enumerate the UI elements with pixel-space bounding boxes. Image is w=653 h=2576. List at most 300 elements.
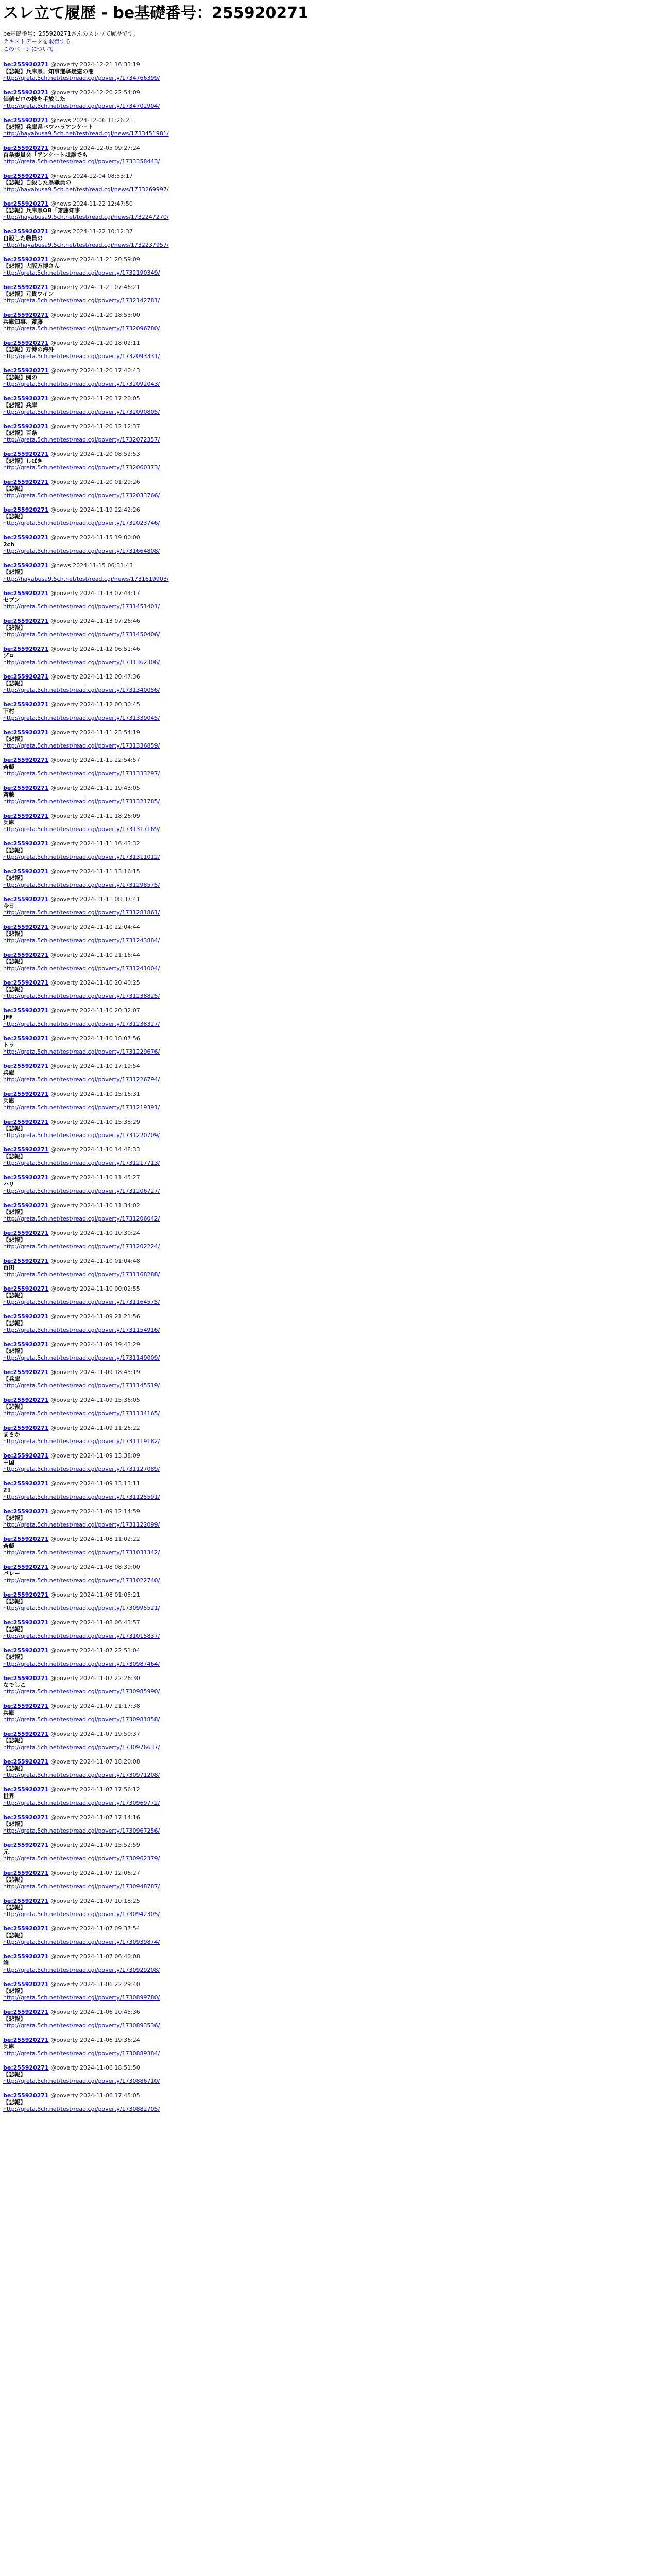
user-link[interactable]: be:255920271	[3, 840, 49, 847]
thread-link[interactable]: http://greta.5ch.net/test/read.cgi/poverty/1734702904/	[3, 103, 160, 109]
list-item	[3, 89, 650, 109]
entry-meta	[3, 1703, 650, 1709]
user-link[interactable]: be:255920271	[3, 562, 49, 569]
thread-link-row	[3, 2078, 650, 2084]
thread-link[interactable]: http://greta.5ch.net/test/read.cgi/poverty/1731145519/	[3, 1382, 160, 1389]
thread-link-row	[3, 297, 650, 304]
user-link[interactable]: be:255920271	[3, 1731, 49, 1737]
user-link[interactable]: be:255920271	[3, 618, 49, 624]
entry-board-date: @poverty 2024-11-09 11:26:22	[48, 1425, 140, 1431]
thread-title: 【悲報】元貴ワイン	[3, 291, 54, 297]
entry-board-date: @poverty 2024-11-10 14:48:33	[48, 1146, 140, 1153]
entry-meta	[3, 1786, 650, 1793]
entry-board-date: @poverty 2024-11-06 18:51:50	[48, 2064, 140, 2071]
entry-meta	[3, 312, 650, 318]
thread-link[interactable]: http://greta.5ch.net/test/read.cgi/poverty/1731241004/	[3, 965, 160, 972]
user-link[interactable]: be:255920271	[3, 1814, 49, 1821]
user-link[interactable]: be:255920271	[3, 89, 49, 96]
thread-title: 【悲報】	[3, 569, 26, 575]
entry-board-date: @poverty 2024-11-10 15:38:29	[48, 1118, 140, 1125]
thread-link-row	[3, 2050, 650, 2057]
list-item	[3, 228, 650, 248]
entry-meta	[3, 1731, 650, 1737]
thread-title: 【悲報】	[3, 1292, 26, 1299]
entry-board-date: @poverty 2024-12-20 22:54:09	[48, 89, 140, 96]
entry-meta	[3, 1369, 650, 1376]
thread-link[interactable]: http://greta.5ch.net/test/read.cgi/poverty/1730893536/	[3, 2022, 160, 2029]
thread-title: 今日	[3, 903, 14, 909]
thread-link[interactable]: http://greta.5ch.net/test/read.cgi/poverty/1731339045/	[3, 715, 160, 721]
thread-link[interactable]: http://greta.5ch.net/test/read.cgi/poverty/1732072357/	[3, 436, 160, 443]
thread-link-row	[3, 1577, 650, 1584]
thread-link[interactable]: http://greta.5ch.net/test/read.cgi/poverty/1732092043/	[3, 381, 160, 387]
user-link[interactable]: be:255920271	[3, 1981, 49, 1988]
list-item	[3, 896, 650, 916]
thread-title: JFF	[3, 1014, 13, 1021]
thread-link[interactable]: http://hayabusa9.5ch.net/test/read.cgi/news/1732237957/	[3, 242, 169, 248]
user-link[interactable]: be:255920271	[3, 590, 49, 597]
entry-meta	[3, 1313, 650, 1320]
thread-link[interactable]: http://greta.5ch.net/test/read.cgi/poverty/1730948787/	[3, 1883, 160, 1890]
thread-link[interactable]: http://greta.5ch.net/test/read.cgi/poverty/1730995521/	[3, 1605, 160, 1612]
user-link[interactable]: be:255920271	[3, 340, 49, 346]
thread-title: 【悲報】	[3, 1320, 26, 1327]
list-item	[3, 1480, 650, 1500]
list-item	[3, 1341, 650, 1361]
list-item	[3, 1870, 650, 1890]
thread-link[interactable]: http://greta.5ch.net/test/read.cgi/poverty/1733358443/	[3, 158, 160, 165]
entry-board-date: @poverty 2024-11-09 18:45:19	[48, 1369, 140, 1376]
thread-link-row	[3, 381, 650, 387]
user-link[interactable]: be:255920271	[3, 1007, 49, 1014]
list-item	[3, 1536, 650, 1556]
thread-link[interactable]: http://greta.5ch.net/test/read.cgi/poverty/1730899780/	[3, 1994, 160, 2001]
user-link[interactable]: be:255920271	[3, 729, 49, 736]
list-item	[3, 1007, 650, 1027]
entry-meta	[3, 2009, 650, 2015]
thread-title: 【悲報】	[3, 1403, 26, 1410]
thread-link[interactable]: http://greta.5ch.net/test/read.cgi/poverty/1732096780/	[3, 325, 160, 332]
list-item	[3, 868, 650, 888]
user-link[interactable]: be:255920271	[3, 1118, 49, 1125]
list-item	[3, 1202, 650, 1222]
thread-link[interactable]: http://greta.5ch.net/test/read.cgi/poverty/1731321785/	[3, 798, 160, 805]
list-item	[3, 1174, 650, 1194]
thread-link-row	[3, 1549, 650, 1556]
thread-link[interactable]: http://greta.5ch.net/test/read.cgi/poverty/1732023746/	[3, 520, 160, 527]
thread-title: 【悲報】	[3, 1765, 26, 1772]
list-item	[3, 256, 650, 276]
user-link[interactable]: be:255920271	[3, 1202, 49, 1209]
user-link[interactable]: be:255920271	[3, 1591, 49, 1598]
thread-link[interactable]: http://greta.5ch.net/test/read.cgi/poverty/1731317169/	[3, 826, 160, 833]
thread-link[interactable]: http://greta.5ch.net/test/read.cgi/poverty/1730882705/	[3, 2106, 160, 2112]
thread-title: 元	[3, 1849, 9, 1855]
entry-meta	[3, 1675, 650, 1682]
user-link[interactable]: be:255920271	[3, 117, 49, 124]
user-link[interactable]: be:255920271	[3, 367, 49, 374]
entry-meta	[3, 479, 650, 485]
thread-link[interactable]: http://greta.5ch.net/test/read.cgi/poverty/1731015837/	[3, 1633, 160, 1639]
list-item	[3, 1897, 650, 1918]
user-link[interactable]: be:255920271	[3, 812, 49, 819]
user-link[interactable]: be:255920271	[3, 173, 49, 179]
thread-link-row	[3, 937, 650, 944]
thread-link-row	[3, 1048, 650, 1055]
list-item	[3, 340, 650, 360]
thread-title: 【悲報】	[3, 958, 26, 965]
thread-link-row	[3, 1076, 650, 1083]
thread-link[interactable]: http://greta.5ch.net/test/read.cgi/poverty/1731333297/	[3, 770, 160, 777]
thread-link[interactable]: http://greta.5ch.net/test/read.cgi/poverty/1730929208/	[3, 1967, 160, 1973]
user-link[interactable]: be:255920271	[3, 61, 49, 68]
user-link[interactable]: be:255920271	[3, 1313, 49, 1320]
thread-title: 【悲報】	[3, 1988, 26, 1994]
user-link[interactable]: be:255920271	[3, 479, 49, 485]
thread-link[interactable]: http://greta.5ch.net/test/read.cgi/poverty/1731336859/	[3, 742, 160, 749]
download-text-link[interactable]: テキストデータを取得する	[3, 38, 71, 45]
entry-meta	[3, 117, 650, 124]
thread-link[interactable]: http://greta.5ch.net/test/read.cgi/poverty/1731340056/	[3, 687, 160, 693]
user-link[interactable]: be:255920271	[3, 2092, 49, 2099]
list-item	[3, 1564, 650, 1584]
entry-board-date: @poverty 2024-11-10 21:16:44	[48, 952, 140, 958]
user-link[interactable]: be:255920271	[3, 1146, 49, 1153]
entry-meta	[3, 1842, 650, 1849]
thread-link[interactable]: http://greta.5ch.net/test/read.cgi/poverty/1731226794/	[3, 1076, 160, 1083]
thread-link[interactable]: http://greta.5ch.net/test/read.cgi/poverty/1732093331/	[3, 353, 160, 360]
user-link[interactable]: be:255920271	[3, 1953, 49, 1960]
thread-link[interactable]: http://greta.5ch.net/test/read.cgi/poverty/1731164575/	[3, 1299, 160, 1306]
entry-meta	[3, 896, 650, 903]
entry-meta	[3, 1091, 650, 1097]
list-item	[3, 1285, 650, 1306]
entry-board-date: @poverty 2024-11-13 07:26:46	[48, 618, 140, 624]
entry-meta	[3, 1452, 650, 1459]
user-link[interactable]: be:255920271	[3, 1397, 49, 1403]
thread-link-row	[3, 770, 650, 777]
list-item	[3, 479, 650, 499]
entry-board-date: @poverty 2024-11-07 22:26:30	[48, 1675, 140, 1682]
entry-meta	[3, 562, 650, 569]
intro	[3, 30, 650, 53]
entry-meta	[3, 1897, 650, 1904]
user-link[interactable]: be:255920271	[3, 423, 49, 430]
thread-link-row	[3, 158, 650, 165]
thread-link[interactable]: http://greta.5ch.net/test/read.cgi/poverty/1731149009/	[3, 1354, 160, 1361]
user-link[interactable]: be:255920271	[3, 1174, 49, 1181]
thread-link[interactable]: http://greta.5ch.net/test/read.cgi/poverty/1731206042/	[3, 1215, 160, 1222]
thread-title: 【悲報】兵庫県OB「斎藤知事	[3, 207, 80, 214]
thread-link[interactable]: http://greta.5ch.net/test/read.cgi/poverty/1731125591/	[3, 1494, 160, 1500]
user-link[interactable]: be:255920271	[3, 1897, 49, 1904]
thread-link-row	[3, 186, 650, 193]
thread-link-row	[3, 353, 650, 360]
list-item	[3, 145, 650, 165]
user-link[interactable]: be:255920271	[3, 924, 49, 930]
user-link[interactable]: be:255920271	[3, 673, 49, 680]
user-link[interactable]: be:255920271	[3, 1063, 49, 1070]
thread-link-row	[3, 1939, 650, 1945]
entry-board-date: @news 2024-12-04 08:53:17	[48, 173, 133, 179]
entry-meta	[3, 451, 650, 457]
entry-meta	[3, 173, 650, 179]
entry-board-date: @poverty 2024-11-07 06:40:08	[48, 1953, 140, 1960]
list-item	[3, 812, 650, 833]
thread-title: パレー	[3, 1570, 20, 1577]
thread-link[interactable]: http://greta.5ch.net/test/read.cgi/poverty/1730886710/	[3, 2078, 160, 2084]
user-link[interactable]: be:255920271	[3, 145, 49, 151]
thread-title: 【悲報】	[3, 1598, 26, 1605]
thread-title: 価値ゼロの株を手放した	[3, 96, 65, 103]
entry-board-date: @poverty 2024-11-07 21:17:38	[48, 1703, 140, 1709]
list-item	[3, 1452, 650, 1472]
thread-link-row	[3, 1494, 650, 1500]
entry-meta	[3, 256, 650, 263]
list-item	[3, 1925, 650, 1945]
entry-board-date: @poverty 2024-11-09 12:14:59	[48, 1508, 140, 1515]
thread-link[interactable]: http://greta.5ch.net/test/read.cgi/poverty/1731127089/	[3, 1466, 160, 1472]
entry-board-date: @poverty 2024-11-08 06:43:57	[48, 1619, 140, 1626]
entry-meta	[3, 340, 650, 346]
list-item	[3, 757, 650, 777]
user-link[interactable]: be:255920271	[3, 868, 49, 875]
entry-board-date: @poverty 2024-11-10 22:04:44	[48, 924, 140, 930]
list-item	[3, 1647, 650, 1667]
thread-link[interactable]: http://greta.5ch.net/test/read.cgi/poverty/1732090805/	[3, 409, 160, 415]
thread-title: 下村	[3, 708, 14, 715]
thread-link[interactable]: http://greta.5ch.net/test/read.cgi/poverty/1731206727/	[3, 1188, 160, 1194]
entry-board-date: @news 2024-11-22 12:47:50	[48, 200, 133, 207]
thread-link[interactable]: http://greta.5ch.net/test/read.cgi/poverty/1731238327/	[3, 1021, 160, 1027]
entry-meta	[3, 1397, 650, 1403]
entry-board-date: @poverty 2024-11-08 01:05:21	[48, 1591, 140, 1598]
thread-link[interactable]: http://hayabusa9.5ch.net/test/read.cgi/news/1732247270/	[3, 214, 169, 221]
user-link[interactable]: be:255920271	[3, 1758, 49, 1765]
entry-board-date: @poverty 2024-11-11 16:43:32	[48, 840, 140, 847]
user-link[interactable]: be:255920271	[3, 1035, 49, 1042]
entry-board-date: @poverty 2024-11-11 19:43:05	[48, 785, 140, 791]
entry-board-date: @poverty 2024-11-19 22:42:26	[48, 506, 140, 513]
thread-title: 【悲報】しばき	[3, 457, 43, 464]
entry-board-date: @poverty 2024-11-07 17:56:12	[48, 1786, 140, 1793]
entry-board-date: @poverty 2024-11-10 17:19:54	[48, 1063, 140, 1070]
user-link[interactable]: be:255920271	[3, 757, 49, 764]
thread-link-row	[3, 826, 650, 833]
thread-link[interactable]: http://greta.5ch.net/test/read.cgi/poverty/1731243884/	[3, 937, 160, 944]
entry-board-date: @poverty 2024-11-07 17:14:16	[48, 1814, 140, 1821]
entry-meta	[3, 1118, 650, 1125]
user-link[interactable]: be:255920271	[3, 785, 49, 791]
thread-link[interactable]: http://greta.5ch.net/test/read.cgi/poverty/1731119182/	[3, 1438, 160, 1445]
user-link[interactable]: be:255920271	[3, 451, 49, 457]
entry-board-date: @poverty 2024-11-10 01:04:48	[48, 1258, 140, 1264]
entry-board-date: @poverty 2024-11-07 09:37:54	[48, 1925, 140, 1932]
list-item	[3, 673, 650, 693]
thread-link[interactable]: http://greta.5ch.net/test/read.cgi/poverty/1731451401/	[3, 603, 160, 610]
thread-link-row	[3, 1744, 650, 1751]
thread-link[interactable]: http://greta.5ch.net/test/read.cgi/poverty/1732190349/	[3, 269, 160, 276]
user-link[interactable]: be:255920271	[3, 646, 49, 652]
user-link[interactable]: be:255920271	[3, 1564, 49, 1570]
thread-link-row	[3, 603, 650, 610]
entry-board-date: @poverty 2024-11-07 18:20:08	[48, 1758, 140, 1765]
entry-board-date: @poverty 2024-11-07 22:51:04	[48, 1647, 140, 1654]
user-link[interactable]: be:255920271	[3, 2009, 49, 2015]
user-link[interactable]: be:255920271	[3, 534, 49, 541]
user-link[interactable]: be:255920271	[3, 312, 49, 318]
list-item	[3, 1842, 650, 1862]
user-link[interactable]: be:255920271	[3, 1369, 49, 1376]
thread-link[interactable]: http://greta.5ch.net/test/read.cgi/poverty/1731220709/	[3, 1132, 160, 1139]
thread-link[interactable]: http://greta.5ch.net/test/read.cgi/poverty/1731217713/	[3, 1160, 160, 1166]
list-item	[3, 1230, 650, 1250]
entry-meta	[3, 1870, 650, 1876]
entry-meta	[3, 618, 650, 624]
thread-link[interactable]: http://greta.5ch.net/test/read.cgi/poverty/1730976637/	[3, 1744, 160, 1751]
thread-link[interactable]: http://greta.5ch.net/test/read.cgi/poverty/1730987464/	[3, 1660, 160, 1667]
user-link[interactable]: be:255920271	[3, 2037, 49, 2043]
user-link[interactable]: be:255920271	[3, 506, 49, 513]
thread-link[interactable]: http://greta.5ch.net/test/read.cgi/poverty/1730962379/	[3, 1855, 160, 1862]
thread-title: 【悲報】	[3, 1654, 26, 1660]
thread-link[interactable]: http://greta.5ch.net/test/read.cgi/poverty/1730942305/	[3, 1911, 160, 1918]
user-link[interactable]: be:255920271	[3, 1508, 49, 1515]
entry-board-date: @poverty 2024-11-12 06:51:46	[48, 646, 140, 652]
thread-title: 【悲報】	[3, 1209, 26, 1215]
user-link[interactable]: be:255920271	[3, 1230, 49, 1236]
list-item	[3, 1703, 650, 1723]
thread-link[interactable]: http://greta.5ch.net/test/read.cgi/poverty/1730981858/	[3, 1716, 160, 1723]
user-link[interactable]: be:255920271	[3, 256, 49, 263]
entry-meta	[3, 1425, 650, 1431]
thread-title: 【悲報】	[3, 1153, 26, 1160]
thread-link[interactable]: http://greta.5ch.net/test/read.cgi/poverty/1731022740/	[3, 1577, 160, 1584]
thread-link[interactable]: http://hayabusa9.5ch.net/test/read.cgi/news/1731619903/	[3, 575, 169, 582]
thread-link[interactable]: http://greta.5ch.net/test/read.cgi/poverty/1731450406/	[3, 631, 160, 638]
list-item	[3, 1369, 650, 1389]
user-link[interactable]: be:255920271	[3, 1258, 49, 1264]
entry-meta	[3, 2037, 650, 2043]
thread-link[interactable]: http://greta.5ch.net/test/read.cgi/poverty/1730967256/	[3, 1827, 160, 1834]
thread-title: 百条委員会「アンケートは誰でも	[3, 151, 88, 158]
entry-meta	[3, 89, 650, 96]
list-item	[3, 61, 650, 81]
thread-link[interactable]: http://greta.5ch.net/test/read.cgi/poverty/1731219391/	[3, 1104, 160, 1111]
user-link[interactable]: be:255920271	[3, 1285, 49, 1292]
user-link[interactable]: be:255920271	[3, 1925, 49, 1932]
thread-link[interactable]: http://greta.5ch.net/test/read.cgi/poverty/1731122099/	[3, 1521, 160, 1528]
thread-link[interactable]: http://greta.5ch.net/test/read.cgi/poverty/1731134165/	[3, 1410, 160, 1417]
thread-link[interactable]: http://hayabusa9.5ch.net/test/read.cgi/news/1733269997/	[3, 186, 169, 193]
user-link[interactable]: be:255920271	[3, 1703, 49, 1709]
thread-link[interactable]: http://greta.5ch.net/test/read.cgi/poverty/1732033766/	[3, 492, 160, 499]
user-link[interactable]: be:255920271	[3, 1452, 49, 1459]
thread-link[interactable]: http://greta.5ch.net/test/read.cgi/poverty/1730985990/	[3, 1688, 160, 1695]
user-link[interactable]: be:255920271	[3, 2064, 49, 2071]
thread-link[interactable]: http://greta.5ch.net/test/read.cgi/poverty/1731664808/	[3, 548, 160, 554]
entry-meta	[3, 729, 650, 736]
about-link[interactable]: このページについて	[3, 46, 54, 53]
thread-link[interactable]: http://greta.5ch.net/test/read.cgi/poverty/1732142781/	[3, 297, 160, 304]
user-link[interactable]: be:255920271	[3, 395, 49, 402]
user-link[interactable]: be:255920271	[3, 1647, 49, 1654]
user-link[interactable]: be:255920271	[3, 284, 49, 291]
thread-title: 【悲報】	[3, 513, 26, 520]
thread-link[interactable]: http://greta.5ch.net/test/read.cgi/poverty/1731168288/	[3, 1271, 160, 1278]
thread-link[interactable]: http://greta.5ch.net/test/read.cgi/poverty/1731281861/	[3, 909, 160, 916]
thread-link[interactable]: http://greta.5ch.net/test/read.cgi/poverty/1730969772/	[3, 1800, 160, 1806]
thread-link[interactable]: http://greta.5ch.net/test/read.cgi/poverty/1731362306/	[3, 659, 160, 666]
thread-title: 【悲報】万博の海外	[3, 346, 54, 353]
thread-link[interactable]: http://greta.5ch.net/test/read.cgi/poverty/1730939874/	[3, 1939, 160, 1945]
list-item	[3, 840, 650, 860]
entry-board-date: @poverty 2024-11-21 20:59:09	[48, 256, 140, 263]
thread-link[interactable]: http://greta.5ch.net/test/read.cgi/poverty/1731202224/	[3, 1243, 160, 1250]
list-item	[3, 701, 650, 721]
user-link[interactable]: be:255920271	[3, 1091, 49, 1097]
user-link[interactable]: be:255920271	[3, 1675, 49, 1682]
thread-link[interactable]: http://greta.5ch.net/test/read.cgi/poverty/1734766399/	[3, 75, 160, 81]
entry-board-date: @poverty 2024-11-11 23:54:19	[48, 729, 140, 736]
thread-link-row	[3, 242, 650, 248]
user-link[interactable]: be:255920271	[3, 228, 49, 235]
list-item	[3, 1118, 650, 1139]
user-link[interactable]: be:255920271	[3, 1425, 49, 1431]
thread-link[interactable]: http://greta.5ch.net/test/read.cgi/poverty/1730889384/	[3, 2050, 160, 2057]
list-item	[3, 395, 650, 415]
thread-link[interactable]: http://hayabusa9.5ch.net/test/read.cgi/news/1733451981/	[3, 130, 169, 137]
thread-title: 【悲報】	[3, 986, 26, 993]
user-link[interactable]: be:255920271	[3, 200, 49, 207]
user-link[interactable]: be:255920271	[3, 1480, 49, 1487]
user-link[interactable]: be:255920271	[3, 1786, 49, 1793]
thread-link[interactable]: http://greta.5ch.net/test/read.cgi/poverty/1731238825/	[3, 993, 160, 999]
thread-title: 斎藤	[3, 1543, 14, 1549]
thread-link-row	[3, 687, 650, 693]
user-link[interactable]: be:255920271	[3, 1870, 49, 1876]
thread-link[interactable]: http://greta.5ch.net/test/read.cgi/poverty/1732060373/	[3, 464, 160, 471]
thread-title: 【悲報】	[3, 680, 26, 687]
entry-meta	[3, 1480, 650, 1487]
list-item	[3, 1731, 650, 1751]
thread-link[interactable]: http://greta.5ch.net/test/read.cgi/poverty/1731154916/	[3, 1327, 160, 1333]
user-link[interactable]: be:255920271	[3, 1536, 49, 1543]
thread-title: セブン	[3, 597, 20, 603]
entry-board-date: @poverty 2024-11-20 18:53:00	[48, 312, 140, 318]
thread-title: 【悲報】	[3, 2015, 26, 2022]
entry-meta	[3, 1647, 650, 1654]
thread-link[interactable]: http://greta.5ch.net/test/read.cgi/poverty/1731298575/	[3, 882, 160, 888]
thread-title: 【悲報】	[3, 930, 26, 937]
thread-link[interactable]: http://greta.5ch.net/test/read.cgi/poverty/1731311012/	[3, 854, 160, 860]
user-link[interactable]: be:255920271	[3, 1842, 49, 1849]
user-link[interactable]: be:255920271	[3, 979, 49, 986]
user-link[interactable]: be:255920271	[3, 701, 49, 708]
entry-meta	[3, 1035, 650, 1042]
list-item	[3, 618, 650, 638]
thread-link[interactable]: http://greta.5ch.net/test/read.cgi/poverty/1731229676/	[3, 1048, 160, 1055]
list-item	[3, 1063, 650, 1083]
entry-meta	[3, 1146, 650, 1153]
user-link[interactable]: be:255920271	[3, 952, 49, 958]
user-link[interactable]: be:255920271	[3, 1341, 49, 1348]
user-link[interactable]: be:255920271	[3, 1619, 49, 1626]
thread-link[interactable]: http://greta.5ch.net/test/read.cgi/poverty/1731031342/	[3, 1549, 160, 1556]
user-link[interactable]: be:255920271	[3, 896, 49, 903]
thread-title: 斎藤	[3, 791, 14, 798]
thread-link[interactable]: http://greta.5ch.net/test/read.cgi/poverty/1730971208/	[3, 1772, 160, 1778]
